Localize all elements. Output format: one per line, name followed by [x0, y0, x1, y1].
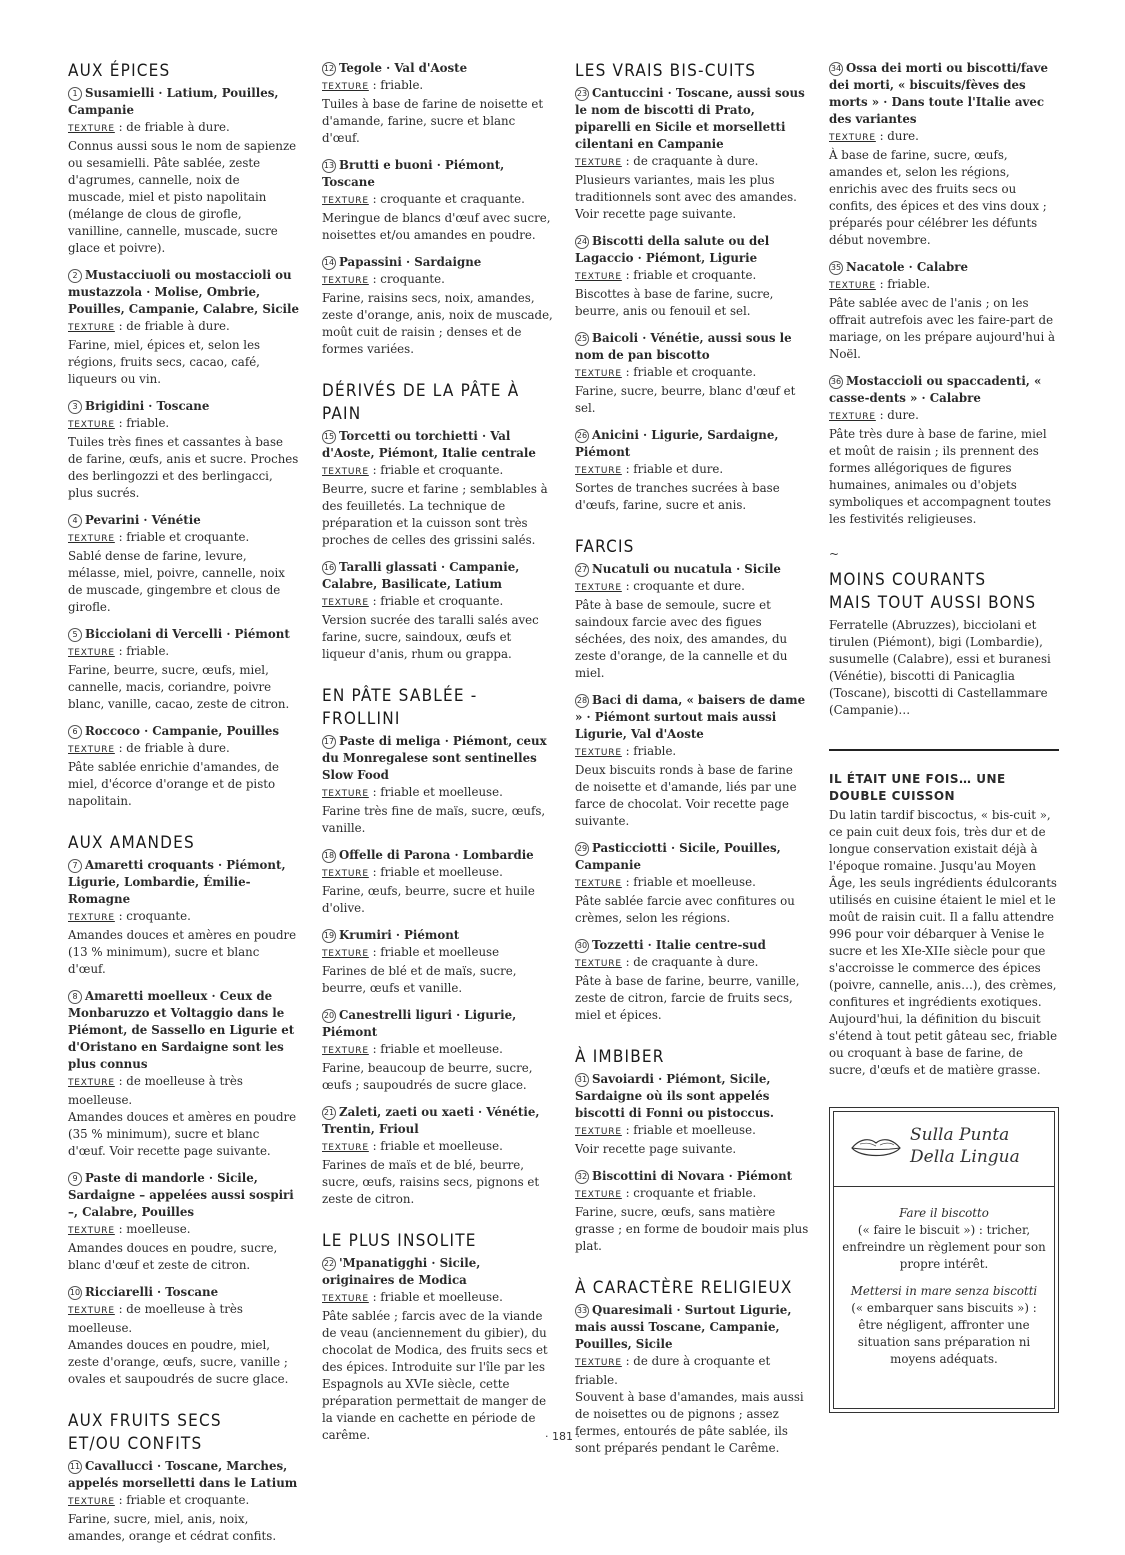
entry-number: 21 [322, 1106, 336, 1120]
texture-value: : croquante et dure. [621, 579, 745, 593]
entry-head: Amaretti moelleux · Ceux de Monbaruzzo et Voltaggio dans le Piémont, de Sassello en Ligurie et d'Oristano en Sardaigne sont les plus connus [68, 989, 295, 1071]
entry-24 [575, 233, 809, 320]
texture-value: : de friable à dure. [114, 319, 230, 333]
texture-value: : friable et dure. [621, 462, 724, 476]
texture-label: TEXTURE [68, 1226, 115, 1236]
entry-body: Farines de blé et de maïs, sucre, beurre, œufs et vanille. [322, 964, 517, 995]
entry-number: 19 [322, 929, 336, 943]
entry-head: Brutti e buoni · Piémont, Toscane [322, 158, 505, 189]
entry-15 [322, 428, 554, 549]
texture-label: TEXTURE [575, 272, 622, 282]
entry-29 [575, 840, 809, 927]
texture-value: : friable et moelleuse. [368, 785, 503, 799]
section-title-amandes: AUX AMANDES [68, 833, 195, 853]
entry-number: 12 [322, 62, 336, 76]
entry-body: Pâte très dure à base de farine, miel et moût de raisin ; ils prennent des formes allégoriques de figures humaines, animales ou d'objets symboliques et accompagnent toutes les festivités religieuses. [829, 427, 1052, 526]
entry-1 [68, 85, 300, 257]
texture-label: TEXTURE [322, 276, 369, 286]
entry-6 [68, 723, 300, 810]
other-biscuits-list: Ferratelle (Abruzzes), bicciolani et tirulen (Piémont), bigi (Lombardie), susumelle (Calabre), essi et buranesi (Vénétie), biscotti di Panicaglia (Toscane), biscotti di Castellammare (Campanie)… [829, 618, 1051, 717]
texture-label: TEXTURE [68, 745, 115, 755]
entry-body: Amandes douces et amères en poudre (13 % minimum), sucre et blanc d'œuf. [68, 928, 297, 976]
entry-28 [575, 692, 809, 830]
entry-10 [68, 1284, 300, 1388]
entry-head: Roccoco · Campanie, Pouilles [85, 724, 280, 738]
entry-body: Pâte à base de semoule, sucre et saindoux farcie avec des figues séchées, des noix, des amandes, du zeste d'orange, de la cannelle et du miel. [575, 598, 788, 680]
texture-value: : friable et moelleuse. [368, 1139, 503, 1153]
texture-value: : friable et moelleuse. [368, 1290, 503, 1304]
entry-body: Deux biscuits ronds à base de farine de noisette et d'amande, liés par une farce de chocolat. Voir recette page suivante. [575, 763, 797, 828]
texture-label: TEXTURE [575, 1190, 622, 1200]
entry-body: Farine, beaucoup de beurre, sucre, œufs ; saupoudrés de sucre glace. [322, 1061, 533, 1092]
column-1 [68, 60, 300, 1555]
entry-head: Canestrelli liguri · Ligurie, Piémont [322, 1008, 517, 1039]
texture-label: TEXTURE [68, 124, 115, 134]
entry-number: 34 [829, 62, 843, 76]
entry-number: 29 [575, 842, 589, 856]
entry-number: 1 [68, 87, 82, 101]
entry-9 [68, 1170, 300, 1274]
entry-12 [322, 60, 554, 147]
entry-head: Taralli glassati · Campanie, Calabre, Basilicate, Latium [322, 560, 520, 591]
idiom-2-head: Mettersi in mare senza biscotti [850, 1284, 1038, 1298]
idiom-box [829, 1107, 1059, 1413]
entry-5 [68, 626, 300, 713]
texture-label: TEXTURE [575, 1358, 622, 1368]
entry-body: Amandes douces et amères en poudre (35 % minimum), sucre et blanc d'œuf. Voir recette page suivante. [68, 1110, 297, 1158]
entry-number: 36 [829, 375, 843, 389]
entry-head: Torcetti ou torchietti · Val d'Aoste, Piémont, Italie centrale [322, 429, 536, 460]
section-title-bis-cuits: LES VRAIS BIS-CUITS [575, 61, 757, 81]
entry-head: Papassini · Sardaigne [339, 255, 482, 269]
entry-number: 10 [68, 1286, 82, 1300]
entry-number: 23 [575, 87, 589, 101]
entry-11 [68, 1458, 300, 1545]
texture-label: TEXTURE [575, 879, 622, 889]
texture-value: : croquante et craquante. [368, 192, 525, 206]
section-title-imbiber: À IMBIBER [575, 1047, 665, 1067]
texture-label: TEXTURE [575, 369, 622, 379]
section-title-line: AUX FRUITS SECS [68, 1411, 222, 1431]
entry-number: 25 [575, 332, 589, 346]
entry-number: 5 [68, 628, 82, 642]
texture-value: : de friable à dure. [114, 120, 230, 134]
entry-body: Farine très fine de maïs, sucre, œufs, vanille. [322, 804, 546, 835]
entry-head: Paste di mandorle · Sicile, Sardaigne – appelées aussi sospiri –, Calabre, Pouilles [68, 1171, 294, 1219]
texture-label: TEXTURE [829, 412, 876, 422]
texture-label: TEXTURE [575, 158, 622, 168]
entry-number: 32 [575, 1170, 589, 1184]
texture-label: TEXTURE [322, 1294, 369, 1304]
entry-number: 15 [322, 430, 336, 444]
idiom-2-body: (« embarquer sans biscuits ») : être négligent, affronter une situation sans préparation ni moyens adéquats. [851, 1301, 1037, 1366]
entry-number: 18 [322, 849, 336, 863]
entry-body: Pâte à base de farine, beurre, vanille, zeste de citron, farcie de fruits secs, miel et épices. [575, 974, 800, 1022]
section-title-moins-courants [829, 569, 1059, 615]
texture-value: : friable et moelleuse. [621, 875, 756, 889]
entry-body: Farine, beurre, sucre, œufs, miel, cannelle, macis, coriandre, poivre blanc, vanille, cacao, zeste de citron. [68, 663, 290, 711]
entry-14 [322, 254, 554, 358]
entry-36 [829, 373, 1059, 528]
entry-body: Biscottes à base de farine, sucre, beurre, anis ou fenouil et sel. [575, 287, 774, 318]
entry-26 [575, 427, 809, 514]
entry-head: Ricciarelli · Toscane [85, 1285, 219, 1299]
entry-body: Pâte sablée avec de l'anis ; on les offrait autrefois avec les faire-part de mariage, on les prépare aujourd'hui à Noël. [829, 296, 1056, 361]
section-title-line: MOINS COURANTS [829, 570, 987, 590]
texture-label: TEXTURE [322, 1143, 369, 1153]
texture-value: : friable. [368, 78, 424, 92]
texture-value: : dure. [875, 129, 919, 143]
entry-32 [575, 1168, 809, 1255]
entry-body: Tuiles à base de farine de noisette et d'amande, farine, sucre et blanc d'œuf. [322, 97, 544, 145]
texture-value: : friable. [114, 416, 170, 430]
entry-21 [322, 1104, 554, 1208]
entry-18 [322, 847, 554, 917]
texture-value: : moelleuse. [114, 1222, 191, 1236]
entry-31 [575, 1071, 809, 1158]
section-title-pate-a-pain: DÉRIVÉS DE LA PÂTE À PAIN [322, 381, 520, 424]
page-number: · 181 · [545, 1430, 580, 1443]
texture-value: : de friable à dure. [114, 741, 230, 755]
entry-head: Anicini · Ligurie, Sardaigne, Piémont [575, 428, 779, 459]
texture-label: TEXTURE [322, 789, 369, 799]
entry-body: Connus aussi sous le nom de sapienze ou sesamielli. Pâte sablée, zeste d'agrumes, cannelle, noix de muscade, miel et pisto napolitain (mélange de clous de girofle, vanilline, cannelle, muscade, sucre glace et poivre). [68, 139, 297, 255]
texture-label: TEXTURE [68, 420, 115, 430]
texture-value: : de dure à croquante et friable. [575, 1354, 771, 1387]
sidebar-heading: IL ÉTAIT UNE FOIS… UNE DOUBLE CUISSON [829, 772, 1006, 803]
entry-30 [575, 937, 809, 1024]
column-4 [829, 60, 1059, 1413]
texture-value: : friable et moelleuse. [368, 1042, 503, 1056]
texture-label: TEXTURE [829, 133, 876, 143]
texture-value: : croquante. [368, 272, 445, 286]
texture-value: : friable et croquante. [368, 463, 504, 477]
entry-head: Nucatuli ou nucatula · Sicile [592, 562, 781, 576]
section-title-insolite: LE PLUS INSOLITE [322, 1231, 477, 1251]
section-title-pate-sablee: EN PÂTE SABLÉE - FROLLINI [322, 686, 478, 729]
texture-label: TEXTURE [829, 281, 876, 291]
entry-head: 'Mpanatigghi · Sicile, originaires de Modica [322, 1256, 481, 1287]
entry-number: 9 [68, 1172, 82, 1186]
entry-head: Zaleti, zaeti ou xaeti · Vénétie, Trentin, Frioul [322, 1105, 540, 1136]
entry-13 [322, 157, 554, 244]
entry-34 [829, 60, 1059, 249]
entry-number: 33 [575, 1304, 589, 1318]
entry-3 [68, 398, 300, 502]
texture-label: TEXTURE [322, 196, 369, 206]
entry-number: 30 [575, 939, 589, 953]
section-rule [829, 749, 1059, 751]
entry-body: Farine, sucre, œufs, sans matière grasse ; en forme de boudoir mais plus plat. [575, 1205, 809, 1253]
entry-8 [68, 988, 300, 1160]
texture-label: TEXTURE [322, 467, 369, 477]
section-title-farcis: FARCIS [575, 537, 635, 557]
entry-number: 27 [575, 563, 589, 577]
entry-number: 3 [68, 400, 82, 414]
entry-number: 11 [68, 1460, 82, 1474]
entry-head: Mostaccioli ou spaccadenti, « casse-dents » · Calabre [829, 374, 1042, 405]
entry-head: Tegole · Val d'Aoste [339, 61, 468, 75]
entry-head: Savoiardi · Piémont, Sicile, Sardaigne où ils sont appelés biscotti di Fonni ou pistoccus. [575, 1072, 775, 1120]
entry-number: 13 [322, 159, 336, 173]
texture-value: : friable et croquante. [621, 365, 757, 379]
entry-number: 4 [68, 514, 82, 528]
texture-label: TEXTURE [575, 466, 622, 476]
section-title-line: ET/OU CONFITS [68, 1434, 203, 1454]
entry-number: 22 [322, 1257, 336, 1271]
texture-value: : friable et moelleuse [368, 945, 500, 959]
texture-value: : de craquante à dure. [621, 955, 759, 969]
entry-number: 7 [68, 859, 82, 873]
texture-value: : friable et moelleuse. [621, 1123, 756, 1137]
entry-2 [68, 267, 300, 388]
entry-number: 2 [68, 269, 82, 283]
texture-label: TEXTURE [322, 598, 369, 608]
texture-label: TEXTURE [575, 748, 622, 758]
texture-value: : friable et moelleuse. [368, 865, 503, 879]
entry-23 [575, 85, 809, 223]
entry-head: Mustacciuoli ou mostaccioli ou mustazzola · Molise, Ombrie, Pouilles, Campanie, Calabre, Sicile [68, 268, 299, 316]
entry-27 [575, 561, 809, 682]
sidebar-body: Du latin tardif biscoctus, « bis-cuit », ce pain cuit deux fois, très dur et de longue conservation existait déjà à l'époque romaine. Jusqu'au Moyen Âge, les seuls ingrédients édulcorants utilisés en cuisine étaient le miel et le moût de raisin cuit. Il a fallu attendre 996 pour voir débarquer à Venise le sucre et les XIe-XIIe siècle pour que s'accroisse le commerce des épices (poivre, cannelle, anis…), des crèmes, confitures et ingrédients exotiques. Aujourd'hui, la définition du biscuit s'étend à tout petit gâteau sec, friable ou croquant à base de farine, de sucre, d'œufs et de matière grasse. [829, 808, 1058, 1077]
entry-number: 24 [575, 235, 589, 249]
texture-label: TEXTURE [322, 869, 369, 879]
entry-head: Offelle di Parona · Lombardie [339, 848, 534, 862]
entry-20 [322, 1007, 554, 1094]
entry-head: Pevarini · Vénétie [85, 513, 201, 527]
texture-label: TEXTURE [68, 1306, 115, 1316]
entry-22 [322, 1255, 554, 1444]
entry-number: 17 [322, 735, 336, 749]
entry-head: Baicoli · Vénétie, aussi sous le nom de pan biscotto [575, 331, 792, 362]
entry-number: 16 [322, 561, 336, 575]
tilde-divider: ~ [829, 547, 840, 561]
entry-head: Biscottini di Novara · Piémont [592, 1169, 793, 1183]
texture-value: : de craquante à dure. [621, 154, 759, 168]
entry-body: Amandes douces en poudre, sucre, blanc d'œuf et zeste de citron. [68, 1241, 278, 1272]
idiom-1-body: (« faire le biscuit ») : tricher, enfreindre un règlement pour son propre intérêt. [842, 1223, 1046, 1271]
entry-number: 26 [575, 429, 589, 443]
section-title-religieux: À CARACTÈRE RELIGIEUX [575, 1278, 793, 1298]
box-title [910, 1124, 1020, 1168]
entry-body: Sablé dense de farine, levure, mélasse, miel, poivre, cannelle, noix de muscade, gingembre et clous de girofle. [68, 549, 285, 614]
column-2 [322, 60, 554, 1454]
entry-head: Nacatole · Calabre [846, 260, 969, 274]
texture-label: TEXTURE [68, 534, 115, 544]
entry-number: 20 [322, 1009, 336, 1023]
entry-7 [68, 857, 300, 978]
texture-label: TEXTURE [575, 959, 622, 969]
texture-value: : croquante et friable. [621, 1186, 757, 1200]
texture-value: : friable. [621, 744, 677, 758]
entry-19 [322, 927, 554, 997]
entry-head: Quaresimali · Surtout Ligurie, mais aussi Toscane, Campanie, Pouilles, Sicile [575, 1303, 792, 1351]
texture-label: TEXTURE [68, 648, 115, 658]
entry-head: Biscotti della salute ou del Lagaccio · Piémont, Ligurie [575, 234, 770, 265]
entry-number: 14 [322, 256, 336, 270]
texture-label: TEXTURE [575, 583, 622, 593]
entry-body: Pâte sablée farcie avec confitures ou crèmes, selon les régions. [575, 894, 795, 925]
texture-value: : friable et croquante. [114, 1493, 250, 1507]
entry-head: Baci di dama, « baisers de dame » · Piémont surtout mais aussi Ligurie, Val d'Aoste [575, 693, 806, 741]
entry-head: Pasticciotti · Sicile, Pouilles, Campanie [575, 841, 781, 872]
entry-body: Souvent à base d'amandes, mais aussi de noisettes ou de pignons ; assez fermes, entourés de pâte sablée, ils sont préparés pendant le Carême. [575, 1390, 804, 1455]
texture-value: : de moelleuse à très moelleuse. [68, 1074, 243, 1107]
entry-body: Voir recette page suivante. [575, 1142, 737, 1156]
entry-body: Farine, raisins secs, noix, amandes, zeste d'orange, anis, noix de muscade, moût cuit de raisin ; denses et de formes variées. [322, 291, 553, 356]
entry-16 [322, 559, 554, 663]
entry-number: 8 [68, 990, 82, 1004]
entry-35 [829, 259, 1059, 363]
entry-body: Meringue de blancs d'œuf avec sucre, noisettes et/ou amandes en poudre. [322, 211, 551, 242]
entry-body: Farine, sucre, beurre, blanc d'œuf et sel. [575, 384, 796, 415]
entry-head: Krumiri · Piémont [339, 928, 460, 942]
entry-number: 6 [68, 725, 82, 739]
idiom-1-head: Fare il biscotto [899, 1206, 989, 1220]
column-3 [575, 60, 809, 1467]
box-title-line: Della Lingua [910, 1147, 1020, 1167]
texture-value: : de moelleuse à très moelleuse. [68, 1302, 243, 1335]
entry-4 [68, 512, 300, 616]
texture-label: TEXTURE [68, 1497, 115, 1507]
texture-label: TEXTURE [322, 82, 369, 92]
entry-number: 28 [575, 694, 589, 708]
entry-body: Farine, œufs, beurre, sucre et huile d'olive. [322, 884, 535, 915]
texture-label: TEXTURE [68, 323, 115, 333]
entry-head: Susamielli · Latium, Pouilles, Campanie [68, 86, 279, 117]
entry-head: Ossa dei morti ou biscotti/fave dei morti, « biscuits/fèves des morts » · Dans toute l'Italie avec des variantes [829, 61, 1048, 126]
section-title-epices: AUX ÉPICES [68, 61, 171, 81]
entry-body: À base de farine, sucre, œufs, amandes et, selon les régions, enrichis avec des fruits secs ou confits, des épices et des vins doux ; préparés pour célébrer les défunts début novembre. [829, 148, 1047, 247]
entry-25 [575, 330, 809, 417]
entry-head: Cavallucci · Toscane, Marches, appelés morselletti dans le Latium [68, 1459, 298, 1490]
entry-head: Amaretti croquants · Piémont, Ligurie, Lombardie, Émilie-Romagne [68, 858, 286, 906]
entry-body: Farine, sucre, miel, anis, noix, amandes, orange et cédrat confits. [68, 1512, 277, 1543]
texture-value: : croquante. [114, 909, 191, 923]
texture-value: : dure. [875, 408, 919, 422]
texture-value: : friable et croquante. [368, 594, 504, 608]
texture-label: TEXTURE [575, 1127, 622, 1137]
entry-body: Sortes de tranches sucrées à base d'œufs, farine, sucre et anis. [575, 481, 780, 512]
entry-body: Farine, miel, épices et, selon les régions, fruits secs, cacao, café, liqueurs ou vin. [68, 338, 261, 386]
texture-label: TEXTURE [322, 949, 369, 959]
texture-value: : friable et croquante. [621, 268, 757, 282]
entry-head: Brigidini · Toscane [85, 399, 210, 413]
entry-head: Tozzetti · Italie centre-sud [592, 938, 766, 952]
entry-number: 35 [829, 261, 843, 275]
entry-body: Version sucrée des taralli salés avec farine, sucre, saindoux, œufs et liqueur d'anis, rhum ou grappa. [322, 613, 539, 661]
box-title-line: Sulla Punta [910, 1125, 1010, 1145]
entry-body: Tuiles très fines et cassantes à base de farine, œufs, anis et sucre. Proches des berlingozzi et des berlingacci, plus sucrés. [68, 435, 299, 500]
texture-value: : friable. [114, 644, 170, 658]
texture-value: : friable et croquante. [114, 530, 250, 544]
entry-body: Pâte sablée ; farcis avec de la viande de veau (anciennement du gibier), du chocolat de Modica, des fruits secs et des épices. Introduite sur l'île par les Espagnols au XVIe siècle, cette préparation permettait de manger de la viande en cachette en période de carême. [322, 1309, 548, 1442]
texture-label: TEXTURE [322, 1046, 369, 1056]
entry-number: 31 [575, 1073, 589, 1087]
section-title-line: MAIS TOUT AUSSI BONS [829, 593, 1037, 613]
entry-body: Farines de maïs et de blé, beurre, sucre, œufs, raisins secs, pignons et zeste de citron. [322, 1158, 540, 1206]
entry-body: Beurre, sucre et farine ; semblables à des feuilletés. La technique de préparation et la cuisson sont très proches de celles des grissini salés. [322, 482, 548, 547]
entry-head: Paste di meliga · Piémont, ceux du Monregalese sont sentinelles Slow Food [322, 734, 547, 782]
entry-head: Cantuccini · Toscane, aussi sous le nom de biscotti di Prato, piparelli en Sicile et morselletti cilentani en Campanie [575, 86, 805, 151]
entry-body: Plusieurs variantes, mais les plus traditionnels sont avec des amandes. Voir recette page suivante. [575, 173, 797, 221]
texture-value: : friable. [875, 277, 931, 291]
texture-label: TEXTURE [68, 1078, 115, 1088]
entry-17 [322, 733, 554, 837]
entry-body: Pâte sablée enrichie d'amandes, de miel, d'écorce d'orange et de pisto napolitain. [68, 760, 280, 808]
entry-body: Amandes douces en poudre, miel, zeste d'orange, œufs, sucre, vanille ; ovales et saupoudrés de sucre glace. [68, 1338, 289, 1386]
texture-label: TEXTURE [68, 913, 115, 923]
lips-icon [850, 1136, 902, 1165]
entry-head: Bicciolani di Vercelli · Piémont [85, 627, 290, 641]
